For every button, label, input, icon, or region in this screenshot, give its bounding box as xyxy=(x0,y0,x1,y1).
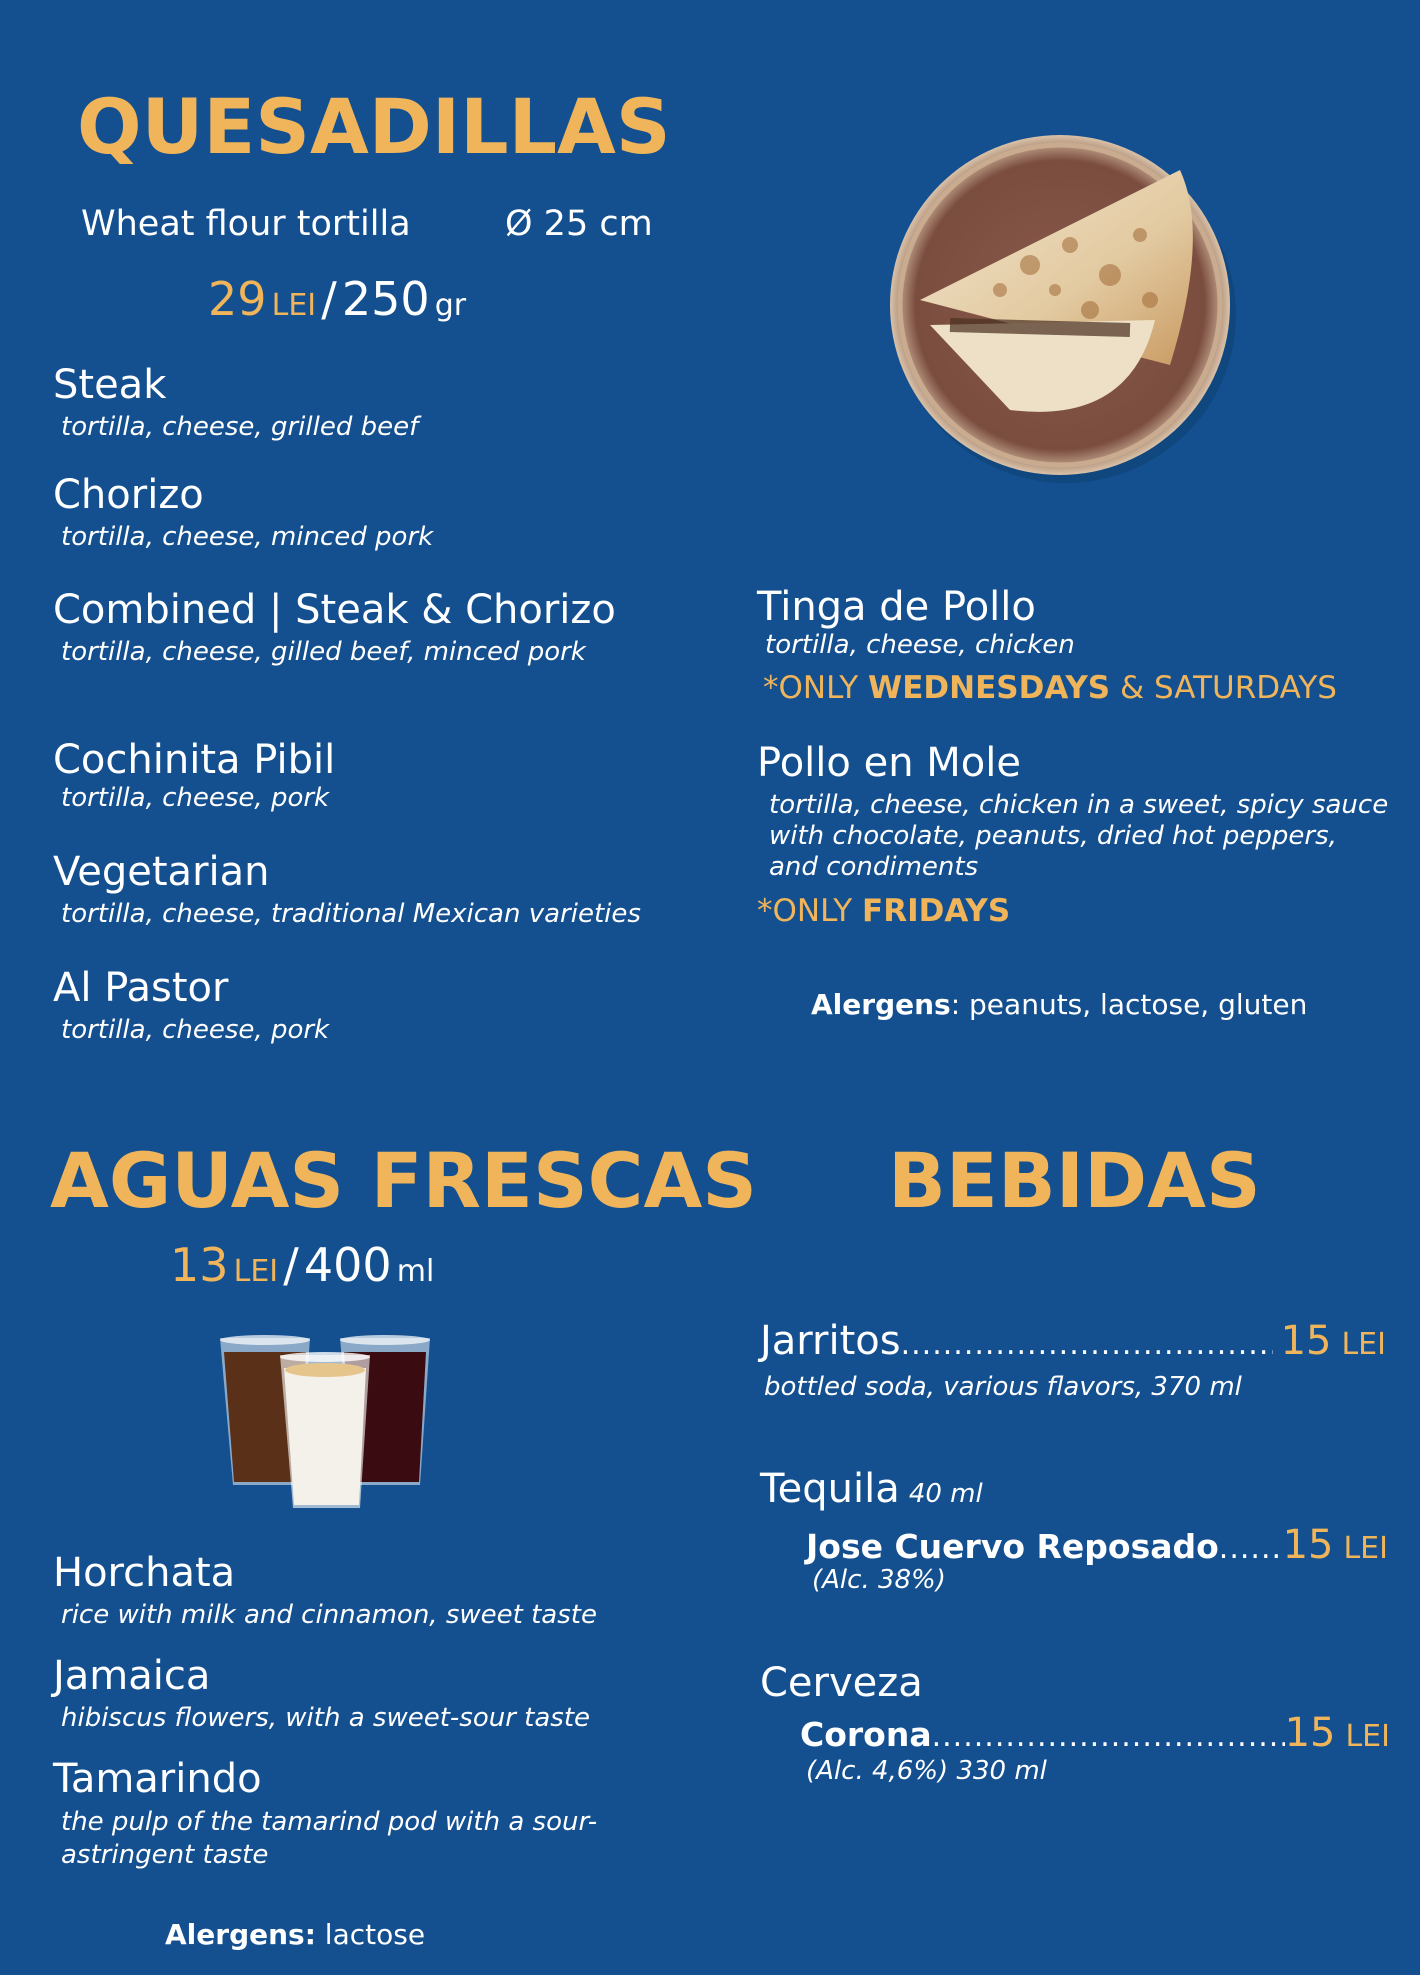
price-leader xyxy=(901,1327,1273,1362)
quesadilla-price xyxy=(208,272,466,326)
quesadilla-plate-image xyxy=(880,125,1240,485)
item-desc-line: the pulp of the tamarind pod with a sour- xyxy=(61,1807,598,1837)
item-desc: rice with milk and cinnamon, sweet taste xyxy=(61,1600,597,1630)
item-name: Steak xyxy=(53,362,167,408)
category-name: Tequila xyxy=(760,1466,900,1512)
item-desc: tortilla, cheese, minced pork xyxy=(61,522,434,552)
note-suffix: & SATURDAYS xyxy=(1110,670,1337,706)
volume-unit: ml xyxy=(396,1254,435,1289)
aguas-frescas-title: AGUAS FRESCAS xyxy=(50,1136,758,1225)
drink-category-cerveza: Cerveza xyxy=(760,1660,923,1706)
quesadillas-allergens xyxy=(811,988,1307,1021)
item-name: Cochinita Pibil xyxy=(53,737,336,783)
item-desc: tortilla, cheese, traditional Mexican varieties xyxy=(61,899,641,929)
drink-alcohol: (Alc. 38%) xyxy=(812,1565,946,1595)
menu-item-tinga xyxy=(757,584,1337,706)
drink-price: 15 xyxy=(1282,1522,1334,1568)
tortilla-diameter: Ø 25 cm xyxy=(505,204,653,244)
drink-price: 15 xyxy=(1284,1710,1336,1756)
allergens-list: : peanuts, lactose, gluten xyxy=(950,988,1308,1021)
item-name: Combined | Steak & Chorizo xyxy=(53,587,616,633)
item-name: Vegetarian xyxy=(53,849,270,895)
note-days: FRIDAYS xyxy=(862,893,1011,929)
note-prefix: *ONLY xyxy=(757,893,863,929)
bebidas-title: BEBIDAS xyxy=(888,1136,1261,1225)
item-name: Chorizo xyxy=(53,472,204,518)
item-name: Jamaica xyxy=(53,1653,211,1699)
weight-value: 250 xyxy=(341,272,430,326)
item-desc-line: and condiments xyxy=(769,852,979,882)
item-desc: tortilla, cheese, pork xyxy=(61,783,330,813)
drink-jose-cuervo xyxy=(806,1522,1388,1568)
menu-item-tamarindo xyxy=(53,1756,597,1872)
item-desc: hibiscus flowers, with a sweet-sour taste xyxy=(61,1703,591,1733)
aguas-frescas-image xyxy=(215,1330,435,1515)
item-desc: tortilla, cheese, grilled beef xyxy=(61,412,419,442)
menu-item-mole xyxy=(757,740,1388,929)
menu-item-chorizo xyxy=(53,472,433,552)
item-name: Al Pastor xyxy=(53,965,229,1011)
price-leader xyxy=(1219,1531,1283,1566)
menu-item-cochinita xyxy=(53,737,335,813)
aguas-allergens xyxy=(165,1918,425,1951)
drink-category-tequila xyxy=(760,1466,983,1512)
allergens-list: lactose xyxy=(315,1918,426,1951)
tortilla-label: Wheat flour tortilla xyxy=(81,204,411,244)
drink-currency: LEI xyxy=(1341,1327,1386,1362)
allergens-label: Alergens: xyxy=(165,1918,316,1951)
price-leader xyxy=(932,1719,1285,1754)
price-currency: LEI xyxy=(233,1254,279,1289)
item-desc-line: with chocolate, peanuts, dried hot peppers, xyxy=(769,821,1337,851)
menu-item-horchata xyxy=(53,1550,597,1630)
menu-item-al-pastor xyxy=(53,965,329,1045)
availability-note xyxy=(763,670,1337,706)
drink-currency: LEI xyxy=(1343,1531,1388,1566)
drink-jarritos xyxy=(760,1318,1386,1364)
drink-name: Jarritos xyxy=(760,1318,901,1364)
note-prefix: *ONLY xyxy=(763,670,869,706)
allergens-label: Alergens xyxy=(811,988,951,1021)
drink-corona xyxy=(800,1710,1390,1756)
drink-name: Jose Cuervo Reposado xyxy=(806,1527,1219,1566)
price-slash: / xyxy=(283,1238,299,1292)
price-value: 29 xyxy=(208,272,267,326)
menu-item-vegetarian xyxy=(53,849,641,929)
item-name: Tinga de Pollo xyxy=(757,584,1036,630)
menu-item-combined xyxy=(53,587,616,667)
menu-item-steak xyxy=(53,362,418,442)
aguas-price xyxy=(170,1238,434,1292)
category-volume: 40 ml xyxy=(908,1479,983,1509)
quesadillas-title: QUESADILLAS xyxy=(77,82,671,171)
menu-item-jamaica xyxy=(53,1653,590,1733)
tortilla-info xyxy=(81,204,411,244)
availability-note xyxy=(757,893,1388,929)
price-currency: LEI xyxy=(271,288,317,323)
drink-price: 15 xyxy=(1280,1318,1332,1364)
item-desc: tortilla, cheese, pork xyxy=(61,1015,330,1045)
drink-name: Corona xyxy=(800,1715,932,1754)
note-days: WEDNESDAYS xyxy=(868,670,1111,706)
item-desc: tortilla, cheese, gilled beef, minced pork xyxy=(61,637,586,667)
item-name: Horchata xyxy=(53,1550,236,1596)
drink-currency: LEI xyxy=(1345,1719,1390,1754)
item-desc: tortilla, cheese, chicken xyxy=(765,630,1075,660)
item-name: Tamarindo xyxy=(53,1756,262,1802)
price-value: 13 xyxy=(170,1238,229,1292)
item-desc-line: tortilla, cheese, chicken in a sweet, spicy sauce xyxy=(769,790,1389,820)
drink-desc: bottled soda, various flavors, 370 ml xyxy=(764,1372,1242,1402)
item-name: Pollo en Mole xyxy=(757,740,1021,786)
drink-alcohol: (Alc. 4,6%) 330 ml xyxy=(806,1756,1047,1786)
weight-unit: gr xyxy=(434,288,467,323)
item-desc-line: astringent taste xyxy=(61,1840,269,1870)
price-slash: / xyxy=(321,272,337,326)
volume-value: 400 xyxy=(303,1238,392,1292)
